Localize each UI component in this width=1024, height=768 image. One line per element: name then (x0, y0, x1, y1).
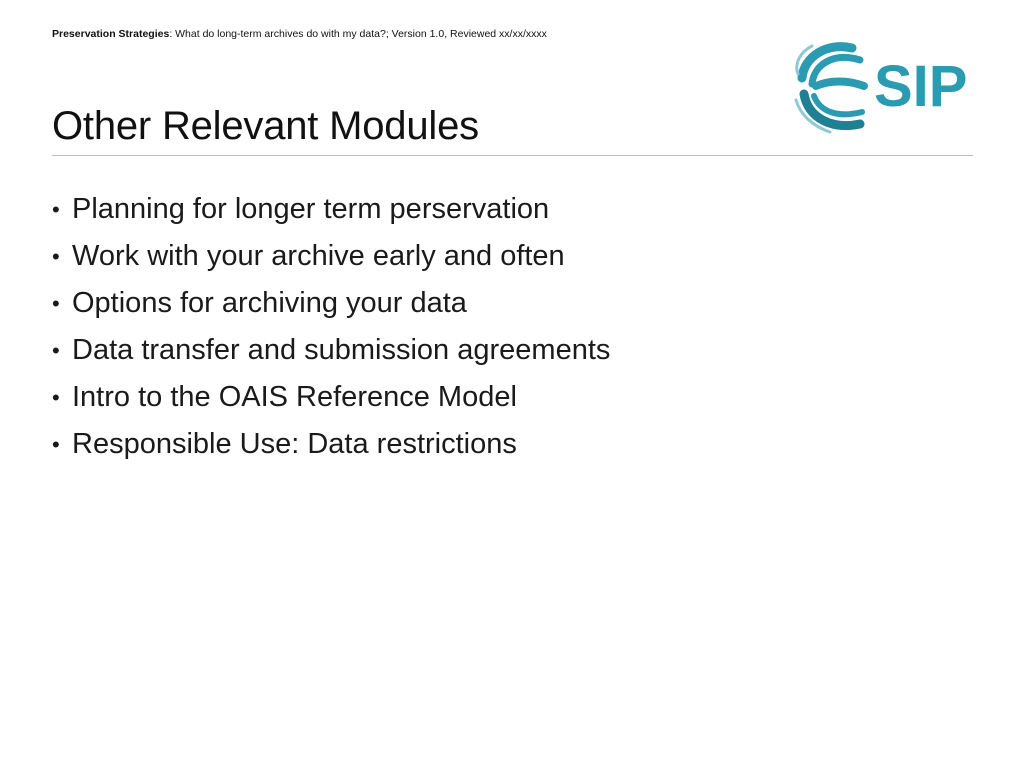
slide-title: Other Relevant Modules (52, 104, 479, 148)
bullet-item (52, 280, 610, 327)
bullet-text: Data transfer and submission agreements (72, 334, 611, 366)
bullet-item (52, 327, 610, 374)
bullet-item (52, 421, 610, 468)
bullet-item (52, 374, 610, 421)
header-description: : What do long-term archives do with my data?; Version 1.0, Reviewed xx/xx/xxxx (169, 28, 547, 40)
esip-logo-graphic (790, 34, 976, 142)
bullet-dot-icon: • (52, 291, 60, 316)
bullet-text: Responsible Use: Data restrictions (72, 428, 517, 460)
bullet-list (52, 186, 610, 468)
logo-text: SIP (874, 54, 968, 119)
bullet-dot-icon: • (52, 432, 60, 457)
bullet-item (52, 233, 610, 280)
bullet-text: Options for archiving your data (72, 287, 467, 319)
bullet-dot-icon: • (52, 197, 60, 222)
header-module-name: Preservation Strategies (52, 28, 170, 40)
bullet-text: Work with your archive early and often (72, 240, 565, 272)
bullet-text: Planning for longer term perservation (72, 193, 550, 225)
title-divider (52, 155, 973, 156)
slide-header (52, 28, 547, 40)
bullet-dot-icon: • (52, 244, 60, 269)
bullet-dot-icon: • (52, 338, 60, 363)
bullet-item (52, 186, 610, 233)
esip-logo (790, 34, 976, 142)
bullet-dot-icon: • (52, 385, 60, 410)
bullet-text: Intro to the OAIS Reference Model (72, 381, 517, 413)
